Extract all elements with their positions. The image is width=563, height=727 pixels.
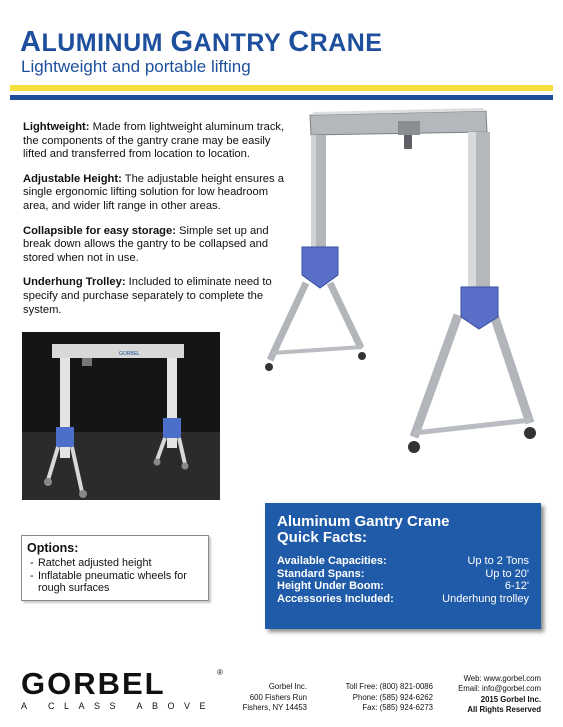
email-link[interactable]: Email: info@gorbel.com — [458, 684, 541, 694]
contact-phones: Toll Free: (800) 821-0086 Phone: (585) 924-6262 Fax: (585) 924-6273 — [345, 682, 433, 713]
gantry-crane-rendering — [258, 105, 548, 470]
logo-wordmark: GORBEL — [21, 666, 166, 701]
feature-adjustable-height: Adjustable Height: The adjustable height ensures a single ergonomic lifting solution for low headroom area, and wider lift range in other areas. — [23, 172, 284, 212]
title-word-2: ANTRY — [193, 29, 289, 57]
page-title — [20, 26, 382, 59]
option-item: - Inflatable pneumatic wheels for rough surfaces — [27, 570, 203, 596]
page-subtitle: Lightweight and portable lifting — [21, 57, 251, 76]
title-initial-g: G — [170, 26, 194, 58]
title-initial-a: A — [20, 26, 42, 58]
gantry-crane-photo — [22, 332, 220, 500]
quick-facts-box — [265, 503, 541, 629]
fact-row-accessories: Accessories Included: Underhung trolley — [277, 592, 529, 605]
feature-underhung-trolley: Underhung Trolley: Included to eliminate need to specify and purchase separately to complete the system. — [23, 276, 272, 316]
web-link[interactable]: Web: www.gorbel.com — [463, 674, 541, 683]
option-item: - Ratchet adjusted height — [27, 557, 203, 570]
copyright: 2015 Gorbel Inc. — [480, 694, 541, 704]
company-address: Gorbel Inc. 600 Fishers Run Fishers, NY 14453 — [242, 682, 307, 713]
contact-web — [435, 674, 541, 716]
title-word-1: LUMINUM — [41, 29, 171, 57]
fact-row-height: Height Under Boom: 6-12' — [277, 580, 529, 593]
gorbel-logo — [21, 666, 223, 711]
feature-lightweight: Lightweight: Made from lightweight aluminum track, the components of the gantry crane may be easily lifted and transferred from location to location. — [23, 121, 285, 161]
rights-reserved: All Rights Reserved — [467, 705, 541, 715]
options-box — [21, 535, 209, 601]
photo-beam-label: GORBEL — [119, 351, 140, 357]
logo-tagline: A CLASS ABOVE — [21, 701, 216, 711]
fact-row-capacities: Available Capacities: Up to 2 Tons — [277, 555, 529, 567]
feature-list — [23, 121, 291, 328]
quick-facts-subtitle: Quick Facts: — [277, 529, 368, 546]
quick-facts-title: Aluminum Gantry Crane — [277, 513, 450, 530]
registered-mark: ® — [217, 668, 223, 677]
options-list — [27, 557, 203, 595]
fact-row-spans: Standard Spans: Up to 20' — [277, 567, 529, 580]
options-heading: Options: — [27, 541, 79, 555]
blue-rule — [10, 95, 553, 100]
yellow-rule — [10, 85, 553, 91]
feature-collapsible: Collapsible for easy storage: Simple set up and break down allows the gantry to be collapsed and stored when not in use. — [23, 224, 269, 264]
title-initial-c: C — [288, 26, 310, 58]
title-word-3: RANE — [309, 29, 383, 57]
